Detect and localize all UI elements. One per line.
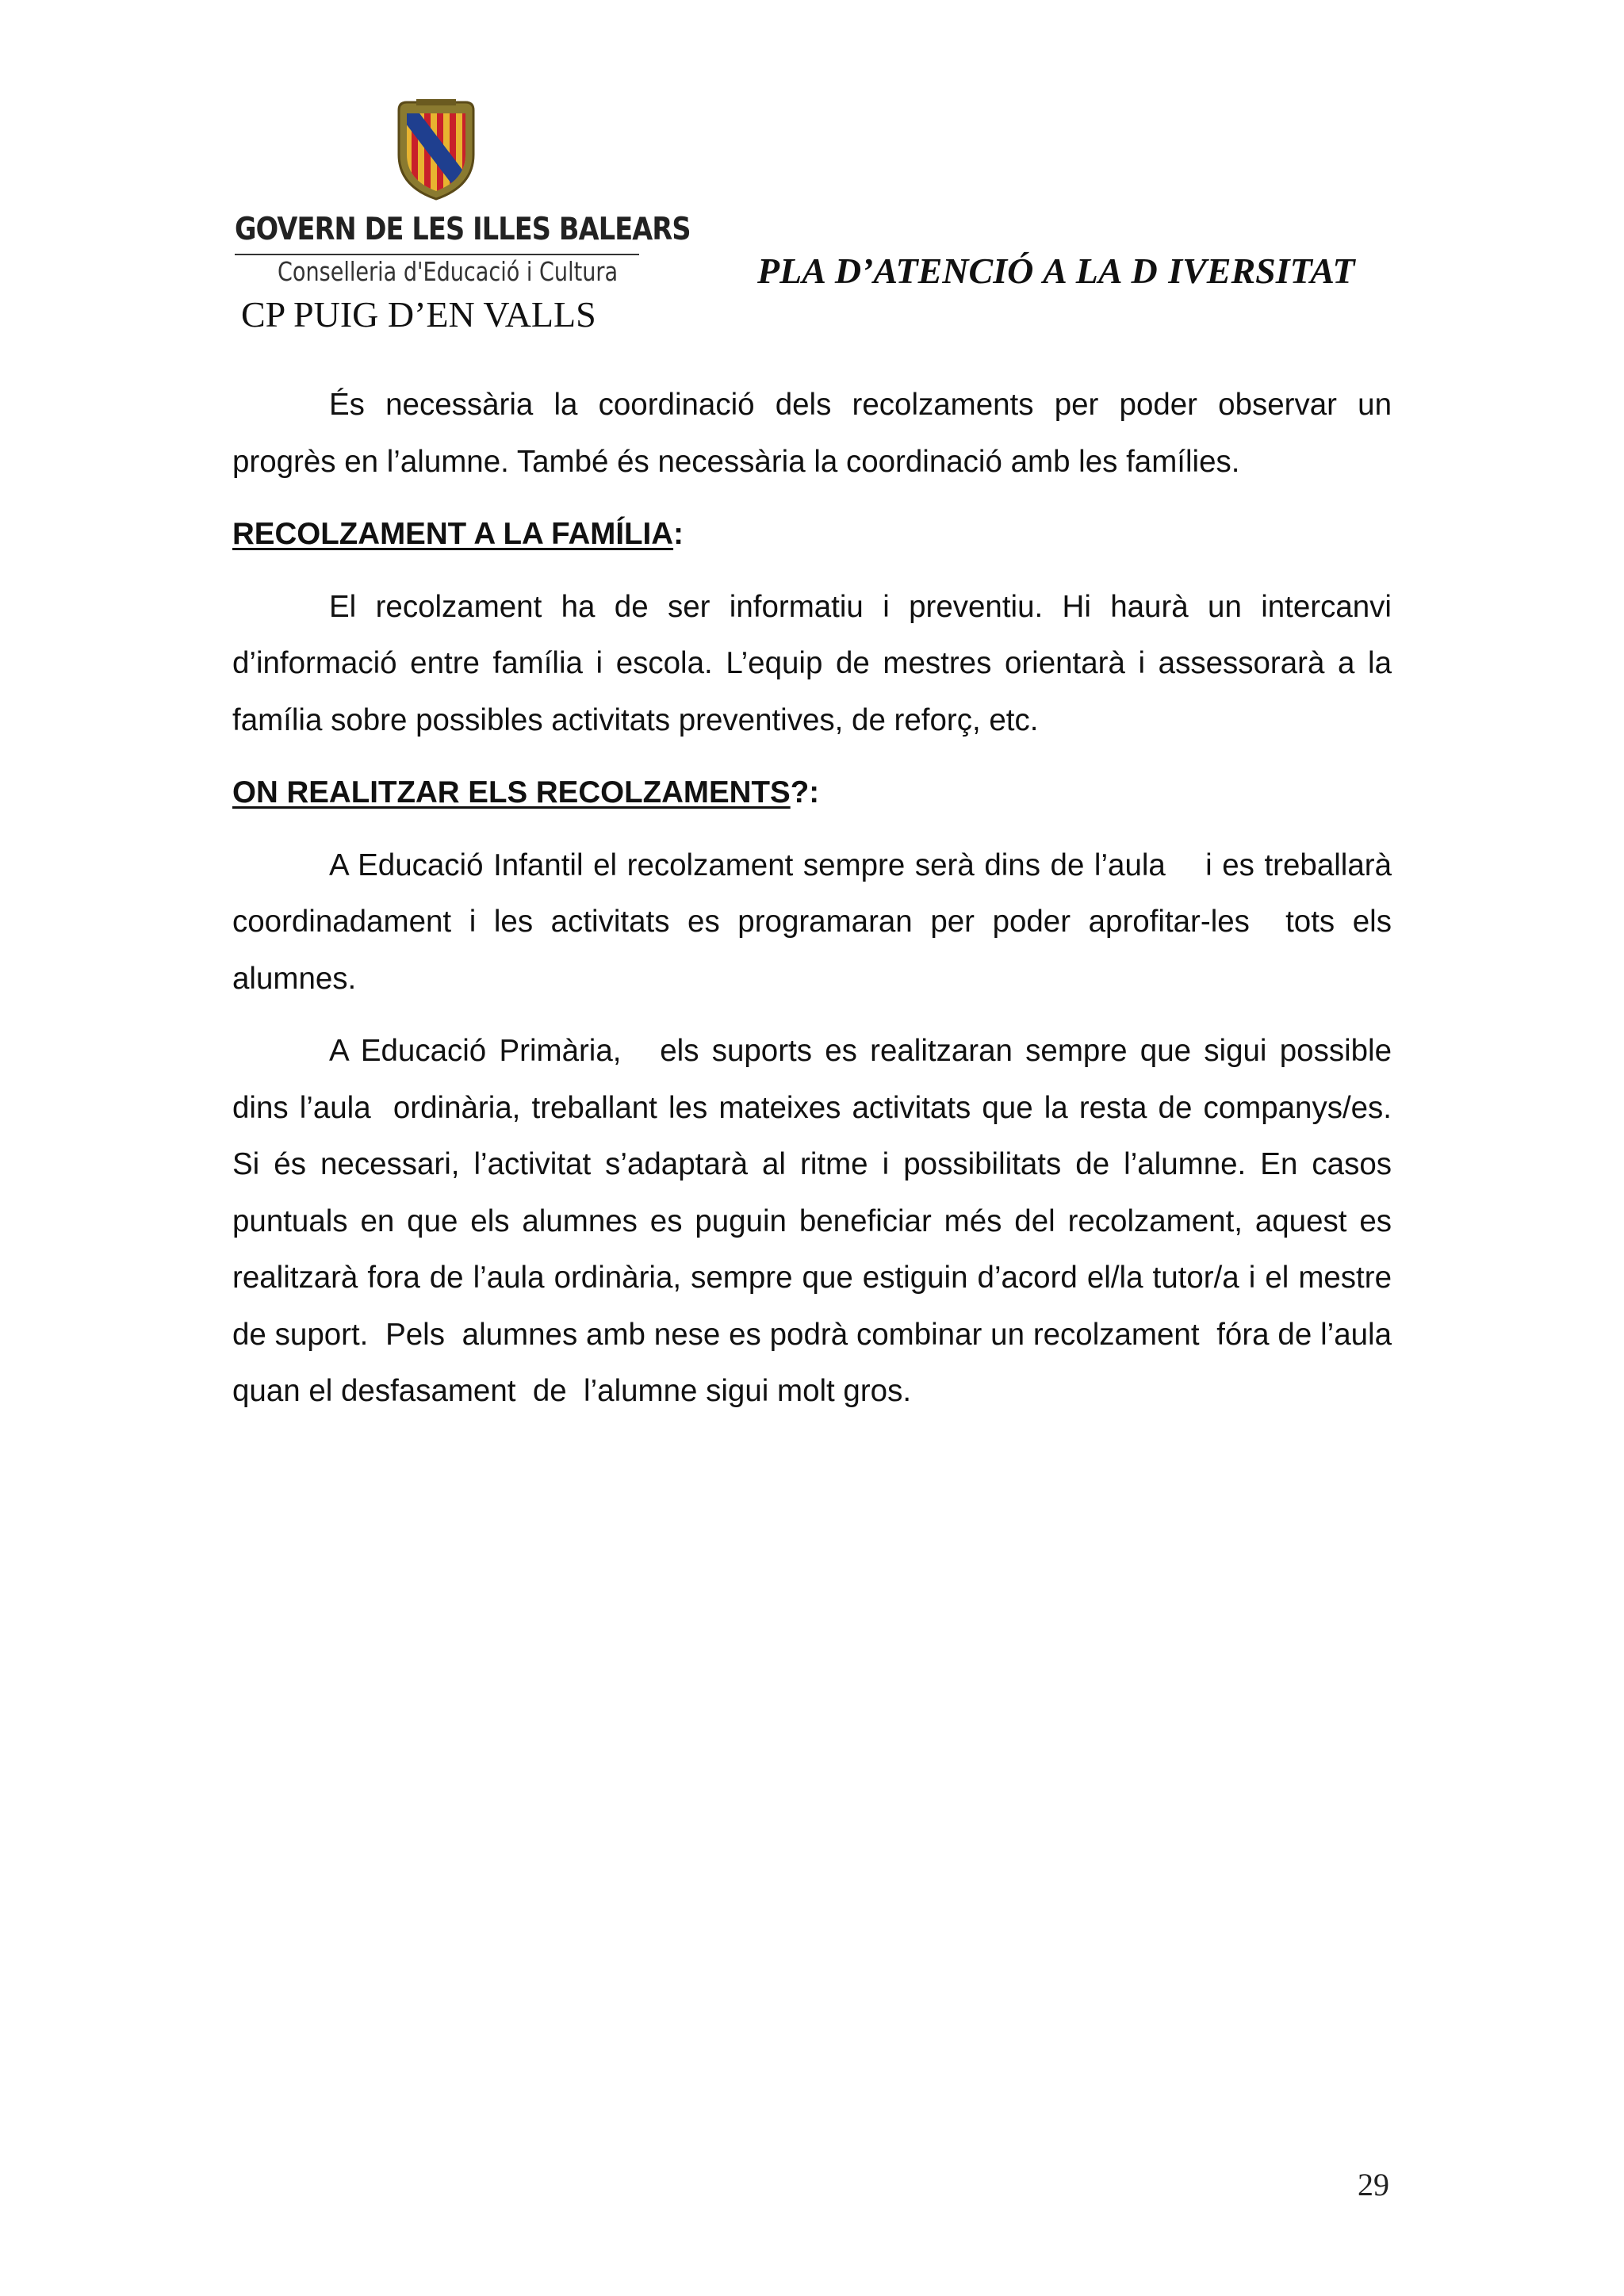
heading-where-support-suffix: ?: <box>790 775 820 809</box>
paragraph-infant-education: A Educació Infantil el recolzament sempre serà dins de l’aula i es treballarà coordinadament i les activitats es programaran per poder aprofitar-les tots els alumnes. <box>232 848 1409 996</box>
heading-family-support <box>232 506 1392 563</box>
document-body <box>232 377 1409 1420</box>
heading-family-support-text: RECOLZAMENT A LA FAMÍLIA <box>232 517 674 551</box>
logo-govern-text: GOVERN DE LES ILLES BALEARS <box>235 212 691 247</box>
page-number: 29 <box>1358 2167 1389 2202</box>
balearic-crest-icon <box>393 99 480 202</box>
paragraph-coordination: És necessària la coordinació dels recolzaments per poder observar un progrès en l’alumne. També és necessària la coordinació amb les famílies. <box>232 388 1392 479</box>
heading-where-support <box>232 764 1392 821</box>
logo-divider <box>235 254 639 255</box>
logo-conselleria-text: Conselleria d'Educació i Cultura <box>278 256 619 287</box>
paragraph-family-support: El recolzament ha de ser informatiu i preventiu. Hi haurà un intercanvi d’informació entre família i escola. L’equip de mestres orientarà i assessorarà a la família sobre possibles activitats preventives, de reforç, etc. <box>232 589 1392 737</box>
heading-where-support-text: ON REALITZAR ELS RECOLZAMENTS <box>232 775 791 809</box>
paragraph-primary-education: A Educació Primària, els suports es realitzaran sempre que sigui possible dins l’aula ordinària, treballant les mateixes activitats que la resta de companys/es. Si és necessari, l’activitat s’adaptarà al ritme i possibilitats de l’alumne. En casos puntuals en que els alumnes es puguin beneficiar més del recolzament, aquest es realitzarà fora de l’aula ordinària, sempre que estiguin d’acord el/la tutor/a i el mestre de suport. Pels alumnes amb nese es podrà combinar un recolzament fóra de l’aula quan el desfasament de l’alumne sigui molt gros. <box>232 1034 1400 1408</box>
heading-family-support-suffix: : <box>673 517 684 551</box>
school-name: CP PUIG D’EN VALLS <box>241 294 596 335</box>
document-title: PLA D’ATENCIÓ A LA D IVERSITAT <box>757 251 1355 291</box>
